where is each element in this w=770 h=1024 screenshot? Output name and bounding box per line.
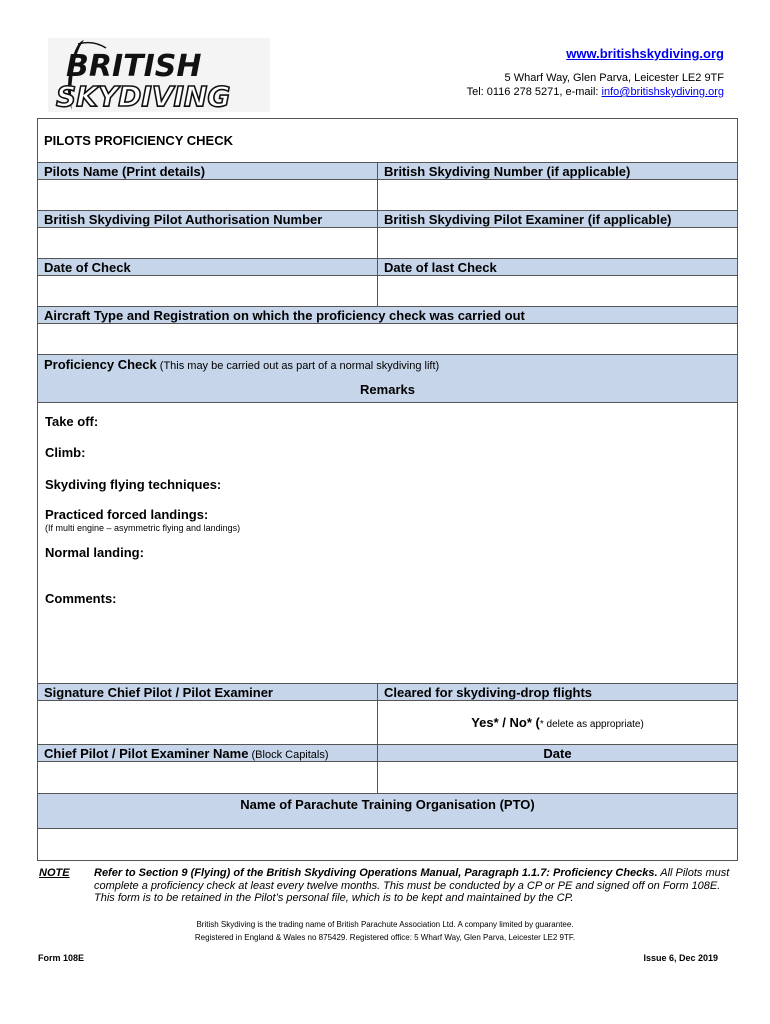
climb-label: Climb: xyxy=(45,445,86,460)
bs-number-field[interactable] xyxy=(378,180,738,211)
legal-line-1: British Skydiving is the trading name of British Parachute Association Ltd. A company limited by guarantee. xyxy=(196,920,574,929)
comments-label: Comments: xyxy=(45,591,117,606)
form-number: Form 108E xyxy=(38,953,85,963)
website-link[interactable]: www.britishskydiving.org xyxy=(566,46,724,61)
note-label: NOTE xyxy=(39,867,70,879)
yes-no-text: Yes* / No* ( xyxy=(471,715,540,730)
address: 5 Wharf Way, Glen Parva, Leicester LE2 9TF xyxy=(504,72,724,84)
auth-number-label: British Skydiving Pilot Authorisation Number xyxy=(38,211,378,228)
yes-no-field[interactable] xyxy=(378,701,738,745)
proficiency-label: Proficiency Check xyxy=(44,357,157,372)
date-of-check-field[interactable] xyxy=(38,276,378,307)
proficiency-note: (This may be carried out as part of a normal skydiving lift) xyxy=(156,360,440,372)
phone-text: Tel: 0116 278 5271, e-mail: xyxy=(466,86,602,98)
pilots-name-field[interactable] xyxy=(38,180,378,211)
contact-line xyxy=(467,85,724,99)
british-skydiving-logo xyxy=(48,38,270,112)
form-title: PILOTS PROFICIENCY CHECK xyxy=(38,119,738,163)
note-text xyxy=(94,867,734,905)
examiner-name-text: Chief Pilot / Pilot Examiner Name xyxy=(44,745,249,761)
issue-number: Issue 6, Dec 2019 xyxy=(643,953,718,963)
delete-note: * delete as appropriate) xyxy=(539,719,644,730)
legal-text xyxy=(0,918,770,944)
proficiency-form xyxy=(37,118,738,861)
pilots-name-label: Pilots Name (Print details) xyxy=(38,163,378,180)
cleared-label: Cleared for skydiving-drop flights xyxy=(378,684,738,701)
date-label: Date xyxy=(378,745,738,762)
pto-field[interactable] xyxy=(38,829,738,861)
note-body: All Pilots must complete a proficiency check at least every twelve months. This must be conducted by a CP or PE and signed off on Form 108E. This form is to be retained in the Pilot’s personal file, which is to be kept and maintained by the CP. xyxy=(94,867,730,904)
auth-number-field[interactable] xyxy=(38,228,378,259)
normal-landing-label: Normal landing: xyxy=(45,545,144,560)
date-last-check-label: Date of last Check xyxy=(378,259,738,276)
aircraft-label: Aircraft Type and Registration on which the proficiency check was carried out xyxy=(38,307,738,324)
examiner-label: British Skydiving Pilot Examiner (if applicable) xyxy=(378,211,738,228)
date-field[interactable] xyxy=(378,762,738,794)
remarks-label: Remarks xyxy=(360,382,415,397)
logo-text-skydiving: SKYDIVING xyxy=(56,80,231,112)
block-caps-note: (Block Capitals) xyxy=(248,748,329,761)
signature-field[interactable] xyxy=(38,701,378,745)
remarks-area[interactable] xyxy=(38,403,738,684)
take-off-label: Take off: xyxy=(45,414,99,429)
aircraft-field[interactable] xyxy=(38,324,738,355)
bs-number-label: British Skydiving Number (if applicable) xyxy=(378,163,738,180)
legal-line-2: Registered in England & Wales no 875429. Registered office: 5 Wharf Way, Glen Parva, Leicester LE2 9TF. xyxy=(194,933,576,942)
examiner-name-label xyxy=(38,745,378,762)
signature-label: Signature Chief Pilot / Pilot Examiner xyxy=(38,684,378,701)
proficiency-remarks-header xyxy=(38,355,738,403)
date-last-check-field[interactable] xyxy=(378,276,738,307)
forced-landings-note: (If multi engine – asymmetric flying and landings) xyxy=(45,523,241,533)
note-bold: Refer to Section 9 (Flying) of the British Skydiving Operations Manual, Paragraph 1.1.7: Proficiency Checks. xyxy=(94,867,658,879)
email-link[interactable]: info@britishskydiving.org xyxy=(601,86,724,98)
header-contact xyxy=(467,47,724,99)
examiner-name-field[interactable] xyxy=(38,762,378,794)
techniques-label: Skydiving flying techniques: xyxy=(45,477,222,492)
examiner-field[interactable] xyxy=(378,228,738,259)
date-of-check-label: Date of Check xyxy=(38,259,378,276)
forced-landings-label: Practiced forced landings: xyxy=(45,507,209,522)
pto-label: Name of Parachute Training Organisation (PTO) xyxy=(38,794,738,829)
logo-text-british: BRITISH xyxy=(66,49,202,84)
